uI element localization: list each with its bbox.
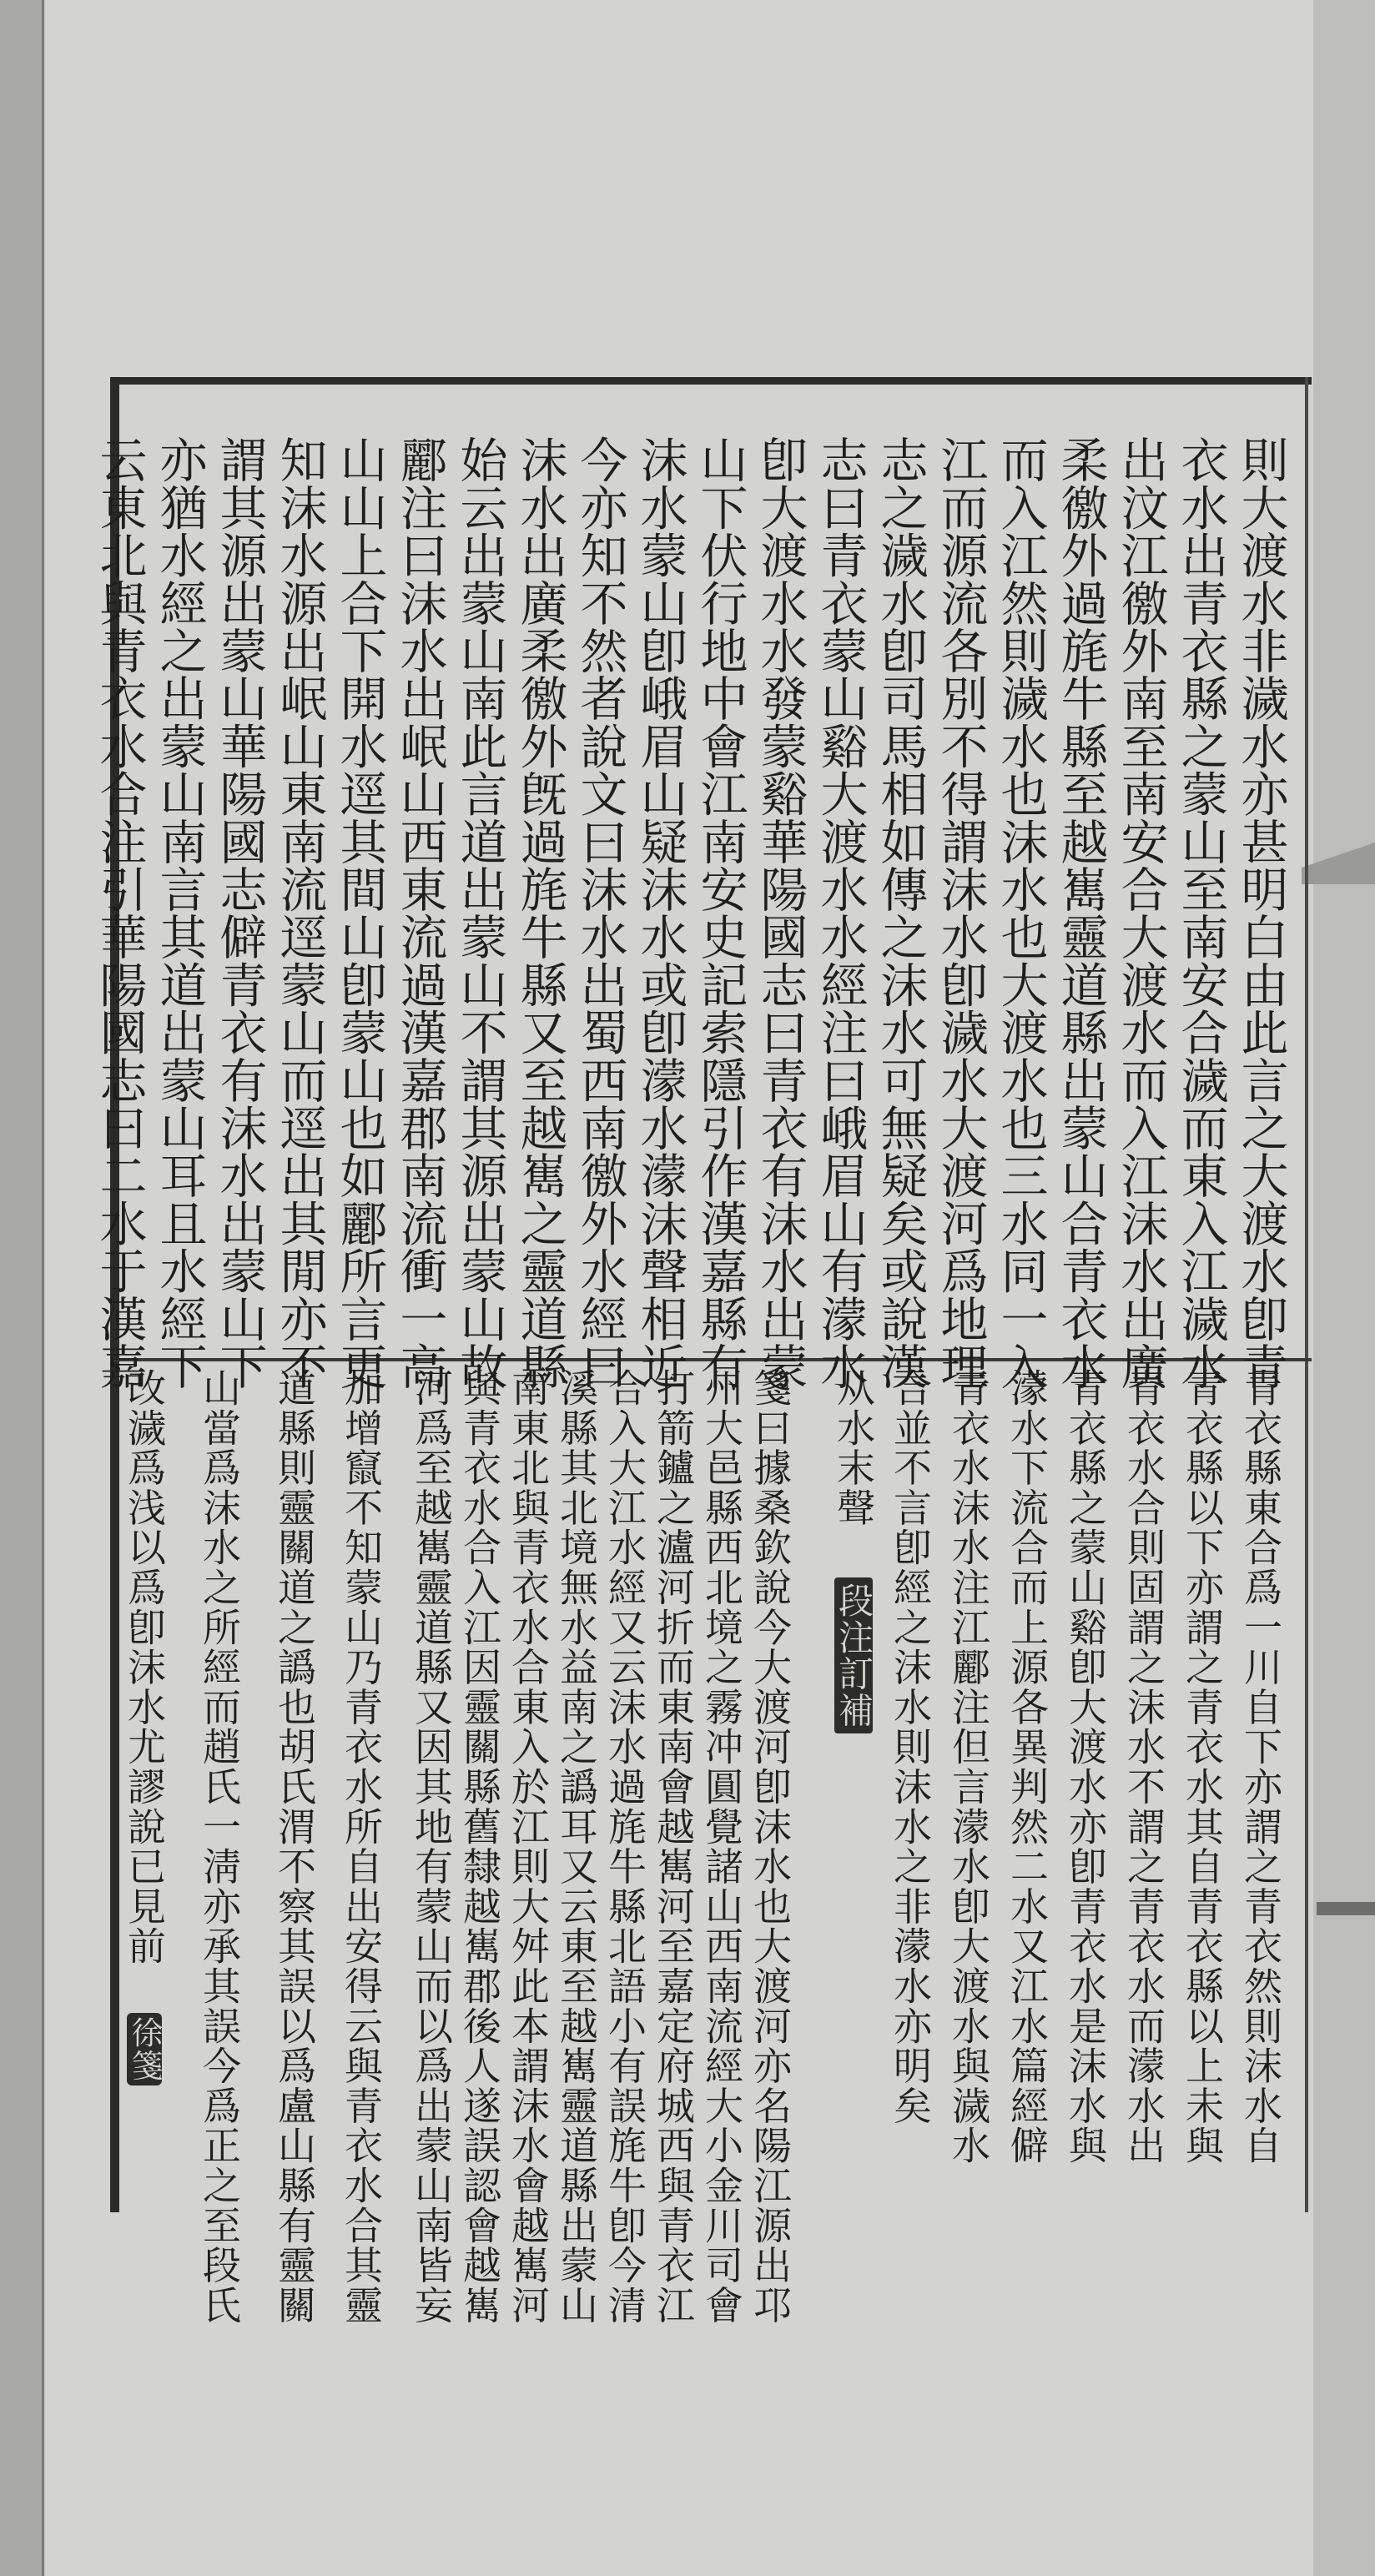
- lower-column: 打箭鑪之瀘河折而東南會越嶲河至嘉定府城西與青衣江: [651, 1368, 696, 2326]
- upper-column: 志之濊水卽司馬相如傳之沫水可無疑矣或說漢: [873, 435, 928, 1390]
- lower-column-with-end-stamp: [122, 1368, 167, 2085]
- upper-column: 今亦知不然者說文曰沫水出蜀西南徼外水經曰: [572, 435, 627, 1390]
- upper-column: 山山上合下開水逕其間山卽蒙山也如酈所言更: [332, 435, 387, 1390]
- upper-column: 始云出蒙山南此言道出蒙山不謂其源出蒙山故: [452, 435, 507, 1390]
- lower-column: 合入大江水經又云沫水過旄牛縣北語小有誤旄牛卽今清: [602, 1368, 647, 2326]
- upper-column: 沫水蒙山卽峨眉山疑沫水或卽濛水濛沫聲相近: [632, 435, 688, 1390]
- lower-column: 青衣水合則固謂之沫水不謂之青衣水而濛水出: [1121, 1368, 1166, 2166]
- upper-column: 知沫水源出岷山東南流逕蒙山而逕出其閒亦不: [272, 435, 327, 1390]
- lower-column: 與青衣水合入江因靈關縣舊隸越嶲郡後人遂誤認會越嶲: [457, 1368, 502, 2326]
- end-stamp: 徐箋: [127, 2013, 162, 2086]
- lower-column: 合並不言卽經之沫水則沫水之非濛水亦明矣: [888, 1368, 933, 2126]
- lower-column: 南東北與青衣水合東入於江則大舛此本謂沫水會越嶲河: [506, 1368, 551, 2326]
- upper-column: 亦猶水經之出蒙山南言其道出蒙山耳且水經下: [152, 435, 207, 1390]
- lower-column: 青衣水沫水注江酈注但言濛水卽大渡水與濊水: [946, 1368, 991, 2166]
- upper-column: 云東北與青衣水合注引華陽國志曰二水于漢嘉: [92, 435, 147, 1390]
- page-tab-lower: [1317, 1902, 1375, 1915]
- left-margin-line: [42, 0, 44, 2576]
- lower-column: 青衣縣之蒙山谿卽大渡水亦卽青衣水是沫水與: [1063, 1368, 1108, 2166]
- lower-column-with-stamp: [831, 1368, 876, 1737]
- upper-column: 沫水出廣柔徼外旣過旄牛縣又至越嶲之靈道縣: [512, 435, 567, 1390]
- lower-column-text: 从水末聲: [831, 1368, 876, 1528]
- upper-column: 江而源流各別不得謂沫水卽濊水大渡河爲地理: [933, 435, 988, 1390]
- lower-column: 山當爲沫水之所經而趙氏一淸亦承其誤今爲正之至段氏: [197, 1368, 242, 2326]
- upper-column: 出汶江徼外南至南安合大渡水而入江沫水出廣: [1113, 435, 1168, 1390]
- upper-column: 山下伏行地中會江南安史記索隱引作漢嘉縣有: [693, 435, 748, 1390]
- lower-column: 加增竄不知蒙山乃青衣水所自出安得云與青衣水合其靈: [339, 1368, 384, 2326]
- frame-right-border: [1305, 377, 1308, 2212]
- upper-column: 而入江然則濊水也沫水也大渡水也三水同一入: [993, 435, 1048, 1390]
- right-strip: [1313, 0, 1375, 2576]
- upper-column: 志曰青衣蒙山谿大渡水水經注曰峨眉山有濛水: [813, 435, 868, 1390]
- upper-column: 謂其源出蒙山華陽國志僻青衣有沫水出蒙山下: [212, 435, 267, 1390]
- upper-column: 酈注曰沫水出岷山西東流過漢嘉郡南流衝一高: [392, 435, 447, 1390]
- upper-column: 卽大渡水水發蒙谿華陽國志曰青衣有沫水出蒙: [753, 435, 808, 1390]
- lower-column: 青衣縣以下亦謂之青衣水其自青衣縣以上未與: [1180, 1368, 1225, 2166]
- lower-column: 河爲至越嶲靈道縣又因其地有蒙山而以爲出蒙山南皆妄: [409, 1368, 454, 2326]
- lower-column: 州大邑縣西北境之霧冲圓覺諸山西南流經大小金川司會: [699, 1368, 744, 2326]
- lower-column: 青衣縣東合爲一川自下亦謂之青衣然則沫水自: [1238, 1368, 1283, 2166]
- lower-column: 箋曰據桑欽說今大渡河卽沫水也大渡河亦名陽江源出邛: [748, 1368, 793, 2326]
- lower-column: 道縣則靈關道之譌也胡氏渭不察其誤以爲盧山縣有靈關: [272, 1368, 317, 2326]
- lower-column: 濛水下流合而上源各異判然二水又江水篇經僻: [1005, 1368, 1050, 2166]
- lower-column-text: 改濊爲浅以爲卽沫水尤謬說已見前: [122, 1368, 167, 1966]
- upper-column: 則大渡水非濊水亦甚明白由此言之大渡水卽青: [1233, 435, 1288, 1390]
- upper-column: 衣水出青衣縣之蒙山至南安合濊而東入江濊水: [1173, 435, 1228, 1390]
- left-margin: [0, 0, 43, 2576]
- section-stamp: 段注訂補: [834, 1577, 873, 1733]
- upper-column: 柔徼外過旄牛縣至越嶲靈道縣出蒙山合青衣水: [1053, 435, 1108, 1390]
- lower-column: 溪縣其北境無水益南之譌耳又云東至越嶲靈道縣出蒙山: [554, 1368, 599, 2326]
